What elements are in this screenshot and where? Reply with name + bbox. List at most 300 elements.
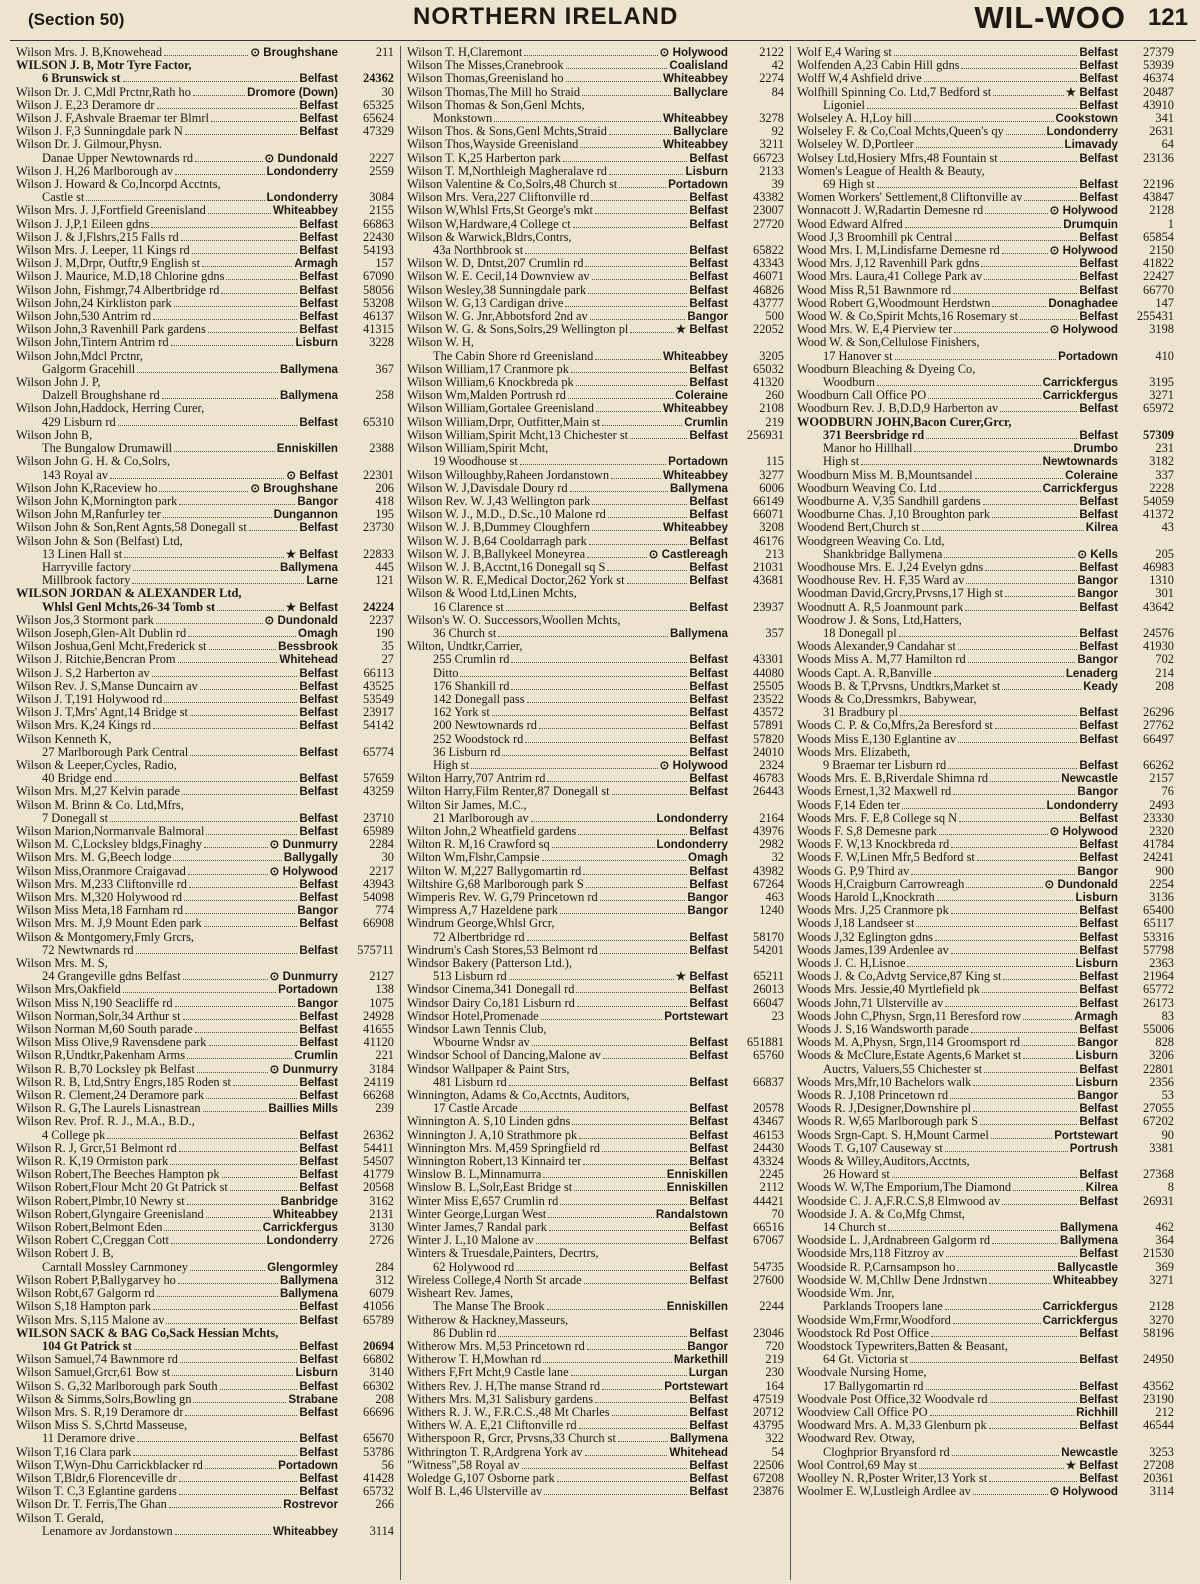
listing-name: Wilson Robert,Flour Mcht 20 Gt Patrick st [16, 1181, 228, 1195]
listing-name: Withrington T. R,Ardgrena York av [407, 1445, 583, 1459]
listing-entry [797, 1221, 1174, 1234]
listing-number: 65117 [1143, 916, 1174, 931]
listing-number: 54201 [753, 942, 784, 957]
listing-exchange: Belfast [689, 930, 728, 944]
leader-dots [576, 385, 688, 386]
listing-entry [797, 997, 1174, 1010]
leader-dots [547, 1309, 665, 1310]
listing-number: 2122 [759, 46, 784, 59]
listing-number: 43982 [753, 863, 784, 878]
listing-name: Woods R. J,108 Princetown rd [797, 1089, 949, 1103]
listing-entry [407, 191, 784, 204]
leader-dots [946, 1256, 1077, 1257]
listing-exchange: ⊙ Holywood [269, 864, 338, 878]
listing-exchange: Newcastle [1061, 1445, 1118, 1459]
leader-dots [971, 1032, 1077, 1033]
listing-exchange: ⊙ Holywood [1049, 323, 1118, 337]
leader-dots [132, 583, 304, 584]
listing-name: Wolseley F. & Co,Coal Mchts,Queen's qy [797, 125, 1004, 139]
listing-entry [407, 944, 784, 957]
leader-dots [603, 1058, 687, 1059]
listing-name: Woodman David,Grcry,Prvsns,17 High st [797, 587, 1004, 601]
listing-exchange: Lisburn [685, 164, 728, 178]
listing-name: Woodburn Weaving Co. Ltd [797, 481, 937, 495]
listing-exchange: Belfast [299, 1313, 338, 1327]
page-number: 121 [1147, 4, 1188, 31]
listing-number: 70 [771, 1206, 784, 1221]
leader-dots [595, 1402, 687, 1403]
listing-exchange: Belfast [689, 534, 728, 548]
listing-number: 3228 [369, 335, 394, 350]
leader-dots [544, 1494, 687, 1495]
listing-entry [16, 1076, 394, 1089]
listing-number: 65670 [363, 1431, 394, 1446]
listing-entry [407, 521, 784, 534]
listing-entry [407, 508, 784, 521]
leader-dots [935, 940, 1077, 941]
listing-exchange: Belfast [299, 1445, 338, 1459]
listing-entry [797, 1287, 1174, 1300]
listing-name: Woods Mrs. Jessie,40 Myrtlefield pk [797, 983, 980, 997]
listing-entry [16, 1274, 394, 1287]
listing-name: Woods Mrs. Elizabeth, [797, 745, 911, 759]
listing-exchange: Belfast [1079, 838, 1118, 852]
listing-name: Wilson William,17 Cranmore pk [407, 362, 569, 376]
listing-exchange: Ballymena [280, 1287, 338, 1301]
listing-name: Wilson Robert P,Ballygarvey ho [16, 1273, 176, 1287]
listing-name: 481 Lisburn rd [433, 1075, 507, 1089]
listing-entry [16, 1089, 394, 1102]
listing-exchange: Ballymena [670, 481, 728, 495]
listing-number: 43 [1161, 520, 1174, 535]
leader-dots [107, 1138, 297, 1139]
listing-entry [797, 336, 1174, 349]
listing-entry [16, 851, 394, 864]
listing-name: 142 Donegall pass [433, 692, 525, 706]
listing-entry [407, 46, 784, 59]
listing-entry [407, 733, 784, 746]
listing-name: Witherspoon R, Grcr, Prvsns,33 Church st [407, 1432, 616, 1446]
listing-number: 41120 [363, 1035, 394, 1050]
listing-entry [797, 1314, 1174, 1327]
listing-number: 2164 [759, 810, 784, 825]
listing-number: 84 [771, 84, 784, 99]
leader-dots [188, 874, 268, 875]
listing-name: Wilson Mrs. J. J,Fortfield Greenisland [16, 204, 206, 218]
listing-entry [407, 495, 784, 508]
listing-entry [16, 99, 394, 112]
listing-entry [16, 548, 394, 561]
leader-dots [1023, 1019, 1072, 1020]
listing-number: 90 [1161, 1127, 1174, 1142]
listing-number: 20568 [363, 1180, 394, 1195]
listing-name: Auctrs, Valuers,55 Chichester st [823, 1062, 983, 1076]
listing-exchange: Belfast [1079, 1102, 1118, 1116]
leader-dots [916, 147, 1063, 148]
listing-entry [16, 838, 394, 851]
leader-dots [179, 504, 295, 505]
listing-entry [16, 1512, 394, 1525]
leader-dots [867, 108, 1077, 109]
listing-name: Wilson & Leeper,Cycles, Radio, [16, 758, 177, 772]
leader-dots [134, 1349, 298, 1350]
listing-number: 221 [375, 1048, 394, 1063]
leader-dots [966, 887, 1042, 888]
listing-entry [797, 389, 1174, 402]
listing-exchange: Belfast [1079, 758, 1118, 772]
listing-exchange: Belfast [1079, 640, 1118, 654]
listing-number: 43343 [753, 256, 784, 271]
section-label: (Section 50) [28, 10, 125, 29]
listing-number: 231 [1155, 441, 1174, 456]
listing-number: 3277 [759, 467, 784, 482]
listing-name: Wilson John & Son,Rent Agnts,58 Donegall st [16, 521, 247, 535]
listing-name: Ditto [433, 666, 459, 680]
leader-dots [156, 623, 263, 624]
listing-entry [16, 535, 394, 548]
listing-number: 66837 [753, 1074, 784, 1089]
leader-dots [565, 306, 687, 307]
listing-name: Winnington Mrs. M,459 Springfield rd [407, 1141, 600, 1155]
listing-name: 19 Woodhouse st [433, 455, 518, 469]
listing-entry [16, 917, 394, 930]
listing-number: 46374 [1143, 71, 1174, 86]
listing-number: 54142 [363, 718, 394, 733]
listing-entry [407, 1419, 784, 1432]
listing-exchange: Belfast [299, 745, 338, 759]
listing-entry [407, 640, 784, 653]
listing-entry [407, 997, 784, 1010]
listing-number: 66770 [1143, 282, 1174, 297]
listing-number: 3195 [1149, 375, 1174, 390]
listing-entry [16, 152, 394, 165]
listing-exchange: Belfast [689, 1234, 728, 1248]
listing-number: 43324 [753, 1154, 784, 1169]
listing-exchange: Whiteabbey [272, 1524, 338, 1538]
leader-dots [600, 953, 688, 954]
listing-name: Wilson M. C,Locksley bldgs,Finaghy [16, 838, 203, 852]
listing-exchange: ⊙ Belfast [286, 468, 338, 482]
listing-name: 64 Gt. Victoria st [823, 1353, 909, 1367]
listing-name: Winter James,7 Randal park [407, 1221, 547, 1235]
listing-number: 23710 [363, 810, 394, 825]
listing-name: 429 Lisburn rd [42, 415, 116, 429]
listing-name: Whlsl Genl Mchts,26-34 Tomb st [42, 600, 216, 614]
leader-dots [208, 213, 271, 214]
listing-entry [16, 627, 394, 640]
listing-name: 36 Church st [433, 626, 497, 640]
listing-entry [797, 429, 1174, 442]
listing-number: 2324 [759, 757, 784, 772]
leader-dots [957, 1270, 1055, 1271]
leader-dots [1000, 161, 1078, 162]
leader-dots [1003, 979, 1077, 980]
listing-exchange: Belfast [1079, 310, 1118, 324]
listing-entry [407, 1010, 784, 1023]
listing-name: Woodward Rev. Otway, [797, 1432, 915, 1446]
listing-entry [797, 785, 1174, 798]
listing-exchange: Belfast [1079, 191, 1118, 205]
listing-name: Wilson Thos,Wayside Greenisland [407, 138, 579, 152]
listing-name: Wilson T. Gerald, [16, 1511, 104, 1525]
listing-name: Wilson W. J. B,Acctnt,16 Donegall sq S [407, 560, 606, 574]
leader-dots [190, 1270, 265, 1271]
listing-name: Wilson Mrs. J. B,Knowehead [16, 46, 163, 59]
listing-entry [16, 1129, 394, 1142]
listing-name: Wilson S,18 Hampton park [16, 1300, 152, 1314]
listing-name: Wilson J. Ritchie,Bencran Prom [16, 653, 176, 667]
listing-exchange: Dungannon [273, 508, 338, 522]
listing-number: 364 [1155, 1233, 1174, 1248]
listing-number: 3271 [1149, 1272, 1174, 1287]
listing-entry [797, 1340, 1174, 1353]
listing-exchange: Belfast [299, 112, 338, 126]
directory-columns [10, 46, 1196, 1580]
listing-exchange: Belfast [689, 1128, 728, 1142]
listing-entry [407, 1208, 784, 1221]
listing-name: Wool Control,69 May st [797, 1458, 918, 1472]
listing-entry [797, 1142, 1174, 1155]
leader-dots [527, 702, 688, 703]
listing-number: 57659 [363, 771, 394, 786]
leader-dots [578, 834, 687, 835]
listing-exchange: Ballymena [670, 1432, 728, 1446]
listing-exchange: Belfast [689, 1221, 728, 1235]
listing-entry [407, 416, 784, 429]
listing-entry [16, 165, 394, 178]
leader-dots [166, 1323, 297, 1324]
leader-dots [217, 610, 284, 611]
listing-entry [407, 746, 784, 759]
listing-number: 2112 [759, 1180, 784, 1195]
listing-name: Woodburn Miss M. B,Mountsandel [797, 468, 973, 482]
leader-dots [1002, 1204, 1077, 1205]
listing-exchange: Whiteabbey [662, 112, 728, 126]
listing-name: Wilton R. M,16 Crawford sq [407, 838, 550, 852]
listing-number: 65760 [753, 1048, 784, 1063]
listing-exchange: Belfast [689, 666, 728, 680]
listing-exchange: Whiteabbey [662, 72, 728, 86]
listing-entry [407, 535, 784, 548]
leader-dots [596, 411, 661, 412]
listing-number: 66113 [363, 665, 394, 680]
leader-dots [985, 570, 1077, 571]
listing-entry [16, 904, 394, 917]
listing-entry [407, 1129, 784, 1142]
listing-name: Winter Miss E,657 Crumlin rd [407, 1194, 559, 1208]
listing-number: 65772 [1143, 982, 1174, 997]
listing-number: 121 [375, 573, 394, 588]
listing-exchange: Bangor [1077, 653, 1118, 667]
listing-number: 369 [1155, 1259, 1174, 1274]
leader-dots [230, 1190, 297, 1191]
listing-entry [16, 957, 394, 970]
listing-entry [407, 1274, 784, 1287]
listing-entry [797, 1261, 1174, 1274]
listing-entry [797, 1195, 1174, 1208]
leader-dots [952, 1455, 1060, 1456]
listing-name: Wimperis Rev. W. G,79 Princetown rd [407, 891, 598, 904]
listing-entry [16, 1340, 394, 1353]
listing-exchange: Lenaderg [1065, 666, 1118, 680]
listing-name: Woolley N. R,Poster Writer,13 York st [797, 1471, 988, 1485]
listing-name: Wilson W. G,13 Cardigan drive [407, 296, 564, 310]
listing-name: 26 Howard st [823, 1168, 890, 1182]
listing-name: Wilton Harry,707 Antrim rd [407, 772, 546, 786]
listing-name: Wilson T. M,Northleigh Magheralave rd [407, 164, 607, 178]
listing-exchange: Bangor [297, 996, 338, 1010]
listing-number: 3184 [369, 1061, 394, 1076]
listing-name: 200 Newtownards rd [433, 719, 537, 733]
listing-number: 24241 [1143, 850, 1174, 865]
listing-entry [407, 86, 784, 99]
listing-name: 14 Church st [823, 1221, 887, 1235]
listing-exchange: Belfast [1079, 1062, 1118, 1076]
listing-entry [407, 587, 784, 600]
leader-dots [110, 478, 284, 479]
listing-entry [407, 1380, 784, 1393]
listing-exchange: Belfast [299, 811, 338, 825]
leader-dots [157, 108, 298, 109]
listing-number: 2157 [1149, 771, 1174, 786]
leader-dots [924, 81, 1078, 82]
listing-name: Wilson R. G,The Laurels Lisnastrean [16, 1102, 201, 1116]
leader-dots [579, 1138, 687, 1139]
listing-entry [16, 693, 394, 706]
listing-name: Wilson Norman,Solr,34 Arthur st [16, 1009, 181, 1023]
listing-name: Wilson Joseph,Glen-Alt Dublin rd [16, 626, 187, 640]
listing-entry [16, 1010, 394, 1023]
listing-entry [797, 112, 1174, 125]
leader-dots [877, 187, 1078, 188]
leader-dots [580, 147, 661, 148]
listing-name: Winslow B. L,Solr,East Bridge st [407, 1181, 573, 1195]
listing-name: Wilson Mrs. M,320 Holywood rd [16, 891, 183, 904]
leader-dots [944, 557, 1075, 558]
listing-exchange: Belfast [299, 824, 338, 838]
leader-dots [568, 398, 673, 399]
listing-entry [407, 799, 784, 812]
listing-number: 23522 [753, 691, 784, 706]
listing-entry [797, 469, 1174, 482]
listing-name: Wiltshire G,68 Marlborough park S [407, 877, 584, 891]
listing-exchange: Newtownards [1042, 455, 1118, 469]
listing-name: Wilson John & Son (Belfast) Ltd, [16, 534, 183, 548]
listing-name: Woods T. G,107 Causeway st [797, 1141, 943, 1155]
listing-entry [407, 706, 784, 719]
listing-entry [797, 733, 1174, 746]
listing-entry [797, 1181, 1174, 1194]
listing-number: 65972 [1143, 401, 1174, 416]
listing-number: 35 [381, 639, 394, 654]
listing-number: 65789 [363, 1312, 394, 1327]
leader-dots [588, 293, 687, 294]
listing-entry [16, 244, 394, 257]
listing-exchange: Belfast [689, 877, 728, 891]
leader-dots [592, 530, 661, 531]
listing-number: 65774 [363, 744, 394, 759]
listing-name: Wilson Jos,3 Stormont park [16, 613, 154, 627]
listing-entry [16, 389, 394, 402]
listing-name: Wilson W. R. E,Medical Doctor,262 York st [407, 574, 625, 588]
leader-dots [531, 821, 655, 822]
listing-number: 27600 [753, 1272, 784, 1287]
listing-number: 2237 [369, 612, 394, 627]
listing-name: Wood Mrs. Laura,41 College Park av [797, 270, 983, 284]
leader-dots [937, 900, 1074, 901]
listing-name: Woodvale Post Office,32 Woodvale rd [797, 1392, 988, 1406]
listing-exchange: Belfast [689, 600, 728, 614]
listing-entry [16, 191, 394, 204]
leader-dots [164, 1230, 260, 1231]
listing-name: Wilson Thomas,The Mill ho Straid [407, 85, 581, 99]
listing-exchange: Belfast [689, 719, 728, 733]
listing-number: 256931 [746, 427, 784, 442]
listing-number: 138 [375, 982, 394, 997]
listing-exchange: Belfast [689, 1273, 728, 1287]
listing-exchange: Belfast [689, 1102, 728, 1116]
listing-entry [407, 72, 784, 85]
listing-number: 206 [375, 480, 394, 495]
listing-number: 3211 [759, 137, 784, 152]
listing-name: Wilson J. F,Ashvale Braemar ter Blmrl [16, 112, 209, 126]
listing-number: 41930 [1143, 639, 1174, 654]
listing-entry [407, 455, 784, 468]
listing-exchange: Londonderry [656, 838, 728, 852]
listing-number: 66071 [753, 507, 784, 522]
leader-dots [958, 742, 1077, 743]
leader-dots [612, 1415, 688, 1416]
listing-exchange: Coleraine [1065, 468, 1118, 482]
listing-entry [16, 363, 394, 376]
listing-number: 55006 [1143, 1022, 1174, 1037]
listing-name: Witherow T. H,Mowhan rd [407, 1353, 542, 1367]
leader-dots [541, 1019, 663, 1020]
listing-exchange: Belfast [299, 1485, 338, 1499]
listing-number: 65400 [1143, 903, 1174, 918]
listing-entry [407, 772, 784, 785]
listing-exchange: Belfast [299, 415, 338, 429]
listing-number: 92 [771, 124, 784, 139]
listing-number: 1240 [759, 903, 784, 918]
listing-number: 43301 [753, 652, 784, 667]
listing-name: The Manse The Brook [433, 1300, 545, 1314]
listing-entry [16, 178, 394, 191]
listing-number: 64 [1161, 137, 1174, 152]
listing-name: Woods F. W,Linen Mfr,5 Bedford st [797, 851, 975, 865]
listing-entry [407, 310, 784, 323]
listing-name: 43a Northbrook st [433, 244, 524, 258]
listing-exchange: Londonderry [656, 811, 728, 825]
listing-number: 1 [1167, 216, 1174, 231]
listing-entry [797, 878, 1174, 891]
listing-number: 54059 [1143, 493, 1174, 508]
listing-entry [407, 336, 784, 349]
listing-name: Winters & Truesdale,Painters, Decrtrs, [407, 1247, 599, 1261]
leader-dots [592, 504, 687, 505]
leader-dots [888, 1230, 1058, 1231]
listing-name: Woodrow J. & Sons, Ltd,Hatters, [797, 613, 962, 627]
listing-exchange: Rostrevor [283, 1498, 338, 1512]
listing-name: Wolfhill Spinning Co. Ltd,7 Bedford st [797, 85, 992, 99]
listing-exchange: Kilrea [1085, 521, 1118, 535]
listing-name: Wilson John,Haddock, Herring Curer, [16, 402, 205, 416]
listing-number: 24010 [753, 744, 784, 759]
listing-number: 43259 [363, 784, 394, 799]
listing-number: 6006 [759, 480, 784, 495]
listing-entry [797, 1393, 1174, 1406]
listing-number: 255431 [1136, 309, 1174, 324]
